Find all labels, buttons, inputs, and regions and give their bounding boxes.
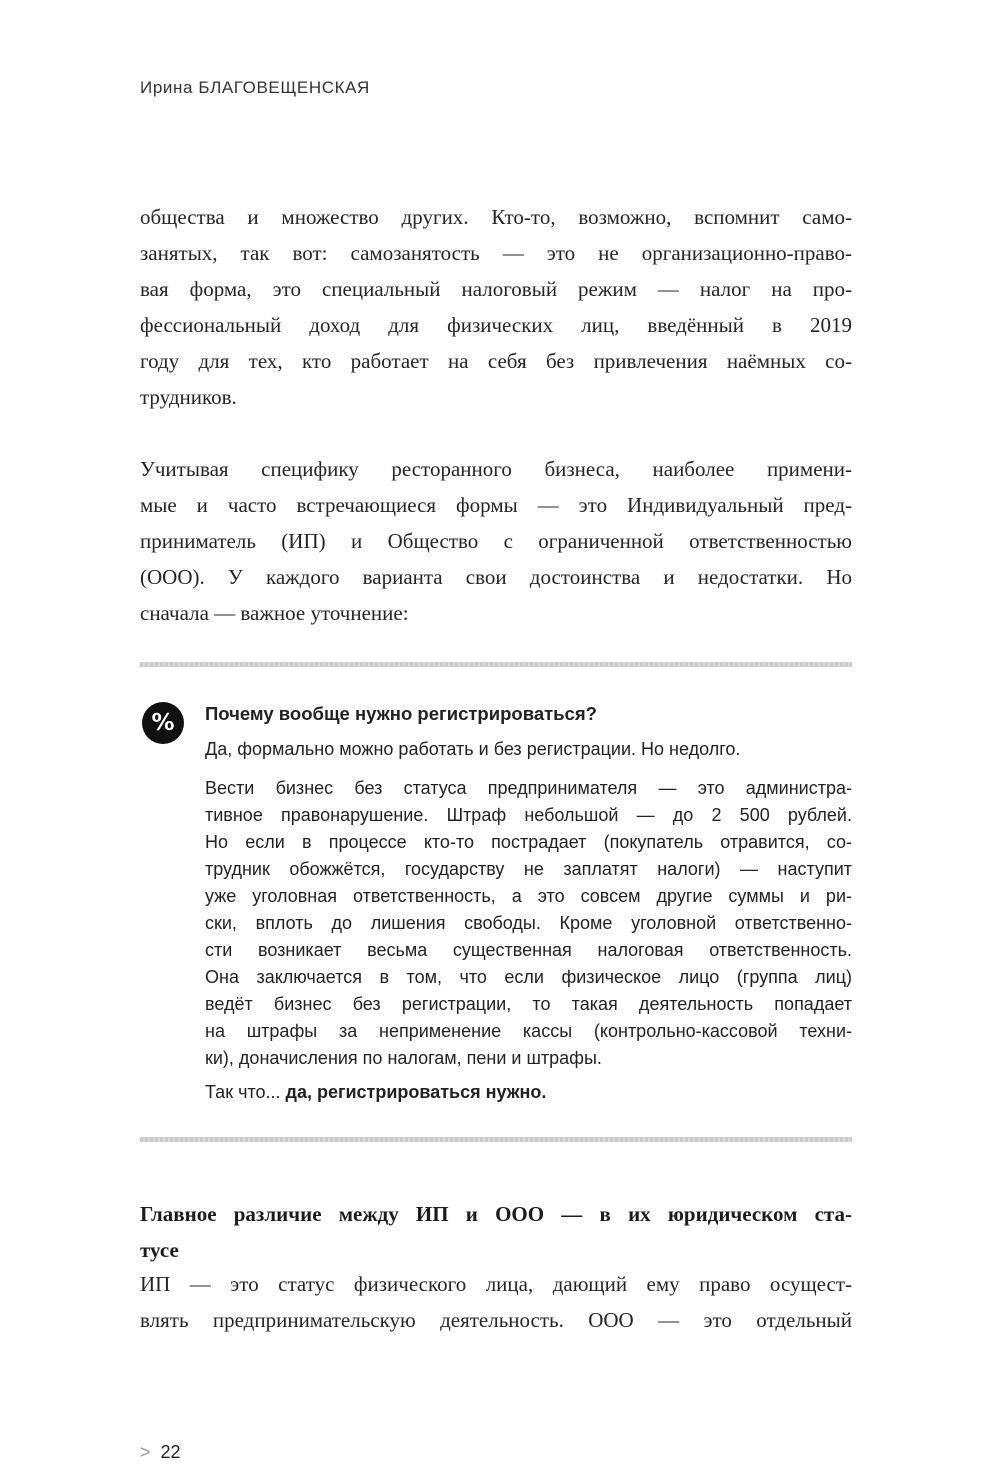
sidebar-paragraph-1 bbox=[205, 736, 852, 763]
text-line: сти возникает весьма существенная налоговая ответственность. bbox=[205, 940, 852, 960]
running-head: Ирина БЛАГОВЕЩЕНСКАЯ bbox=[140, 78, 370, 97]
percent-icon: % bbox=[142, 702, 184, 744]
text-line: ки), доначисления по налогам, пени и штрафы. bbox=[205, 1048, 602, 1068]
text-line: (ООО). У каждого варианта свои достоинства и недостатки. Но bbox=[140, 565, 852, 589]
text-line: году для тех, кто работает на себя без привлечения наёмных со- bbox=[140, 349, 852, 373]
text-line: трудник обожжётся, государству не заплатят налоги) — наступит bbox=[205, 859, 852, 879]
body-paragraph-2 bbox=[140, 451, 852, 631]
chevron-right-icon: > bbox=[140, 1442, 151, 1462]
page-folio bbox=[140, 1442, 181, 1463]
sidebar-title bbox=[205, 700, 852, 727]
text-line: трудников. bbox=[140, 385, 237, 409]
text-line: тивное правонарушение. Штраф небольшой — до 2 500 рублей. bbox=[205, 805, 852, 825]
text-line: вая форма, это специальный налоговый режим — налог на про- bbox=[140, 277, 852, 301]
text-line: ведёт бизнес без регистрации, то такая деятельность попадает bbox=[205, 994, 852, 1014]
sidebar-bottom-divider bbox=[140, 1137, 852, 1142]
text-line: Но если в процессе кто-то пострадает (покупатель отравится, со- bbox=[205, 832, 852, 852]
sidebar-conclusion bbox=[205, 1079, 852, 1106]
text-line: мые и часто встречающиеся формы — это Индивидуальный пред- bbox=[140, 493, 852, 517]
body-paragraph-3 bbox=[140, 1266, 852, 1338]
sidebar-top-divider bbox=[140, 662, 852, 667]
conclusion-line bbox=[205, 1079, 852, 1106]
text-line: приниматель (ИП) и Общество с ограниченной ответственностью bbox=[140, 529, 852, 553]
heading-line: тусе bbox=[140, 1238, 179, 1262]
text-line: Да, формально можно работать и без регистрации. Но недолго. bbox=[205, 739, 741, 759]
sidebar-paragraph-2 bbox=[205, 775, 852, 1072]
text-line: сначала — важное уточнение: bbox=[140, 601, 409, 625]
conclusion-prefix: Так что... bbox=[205, 1082, 286, 1102]
text-line: фессиональный доход для физических лиц, введённый в 2019 bbox=[140, 313, 852, 337]
text-line: влять предпринимательскую деятельность. ООО — это отдельный bbox=[140, 1308, 852, 1332]
text-line: уже уголовная ответственность, а это совсем другие суммы и ри- bbox=[205, 886, 852, 906]
text-line: занятых, так вот: самозанятость — это не организационно-право- bbox=[140, 241, 852, 265]
text-line: Учитывая специфику ресторанного бизнеса, наиболее примени- bbox=[140, 457, 852, 481]
page-number: 22 bbox=[160, 1442, 181, 1462]
text-line: Вести бизнес без статуса предпринимателя — это администра- bbox=[205, 778, 852, 798]
text-line: Она заключается в том, что если физическое лицо (группа лиц) bbox=[205, 967, 852, 987]
heading-line: Главное различие между ИП и ООО — в их юридическом ста- bbox=[140, 1202, 852, 1226]
text-line: ИП — это статус физического лица, дающий ему право осущест- bbox=[140, 1272, 852, 1296]
sidebar-title-text: Почему вообще нужно регистрироваться? bbox=[205, 703, 597, 724]
section-heading bbox=[140, 1196, 852, 1268]
text-line: на штрафы за неприменение кассы (контрольно-кассовой техни- bbox=[205, 1021, 852, 1041]
text-line: общества и множество других. Кто-то, возможно, вспомнит само- bbox=[140, 205, 852, 229]
body-paragraph-1 bbox=[140, 199, 852, 415]
text-line: ски, вплоть до лишения свободы. Кроме уголовной ответственно- bbox=[205, 913, 852, 933]
conclusion-emphasis: да, регистрироваться нужно. bbox=[285, 1082, 547, 1102]
